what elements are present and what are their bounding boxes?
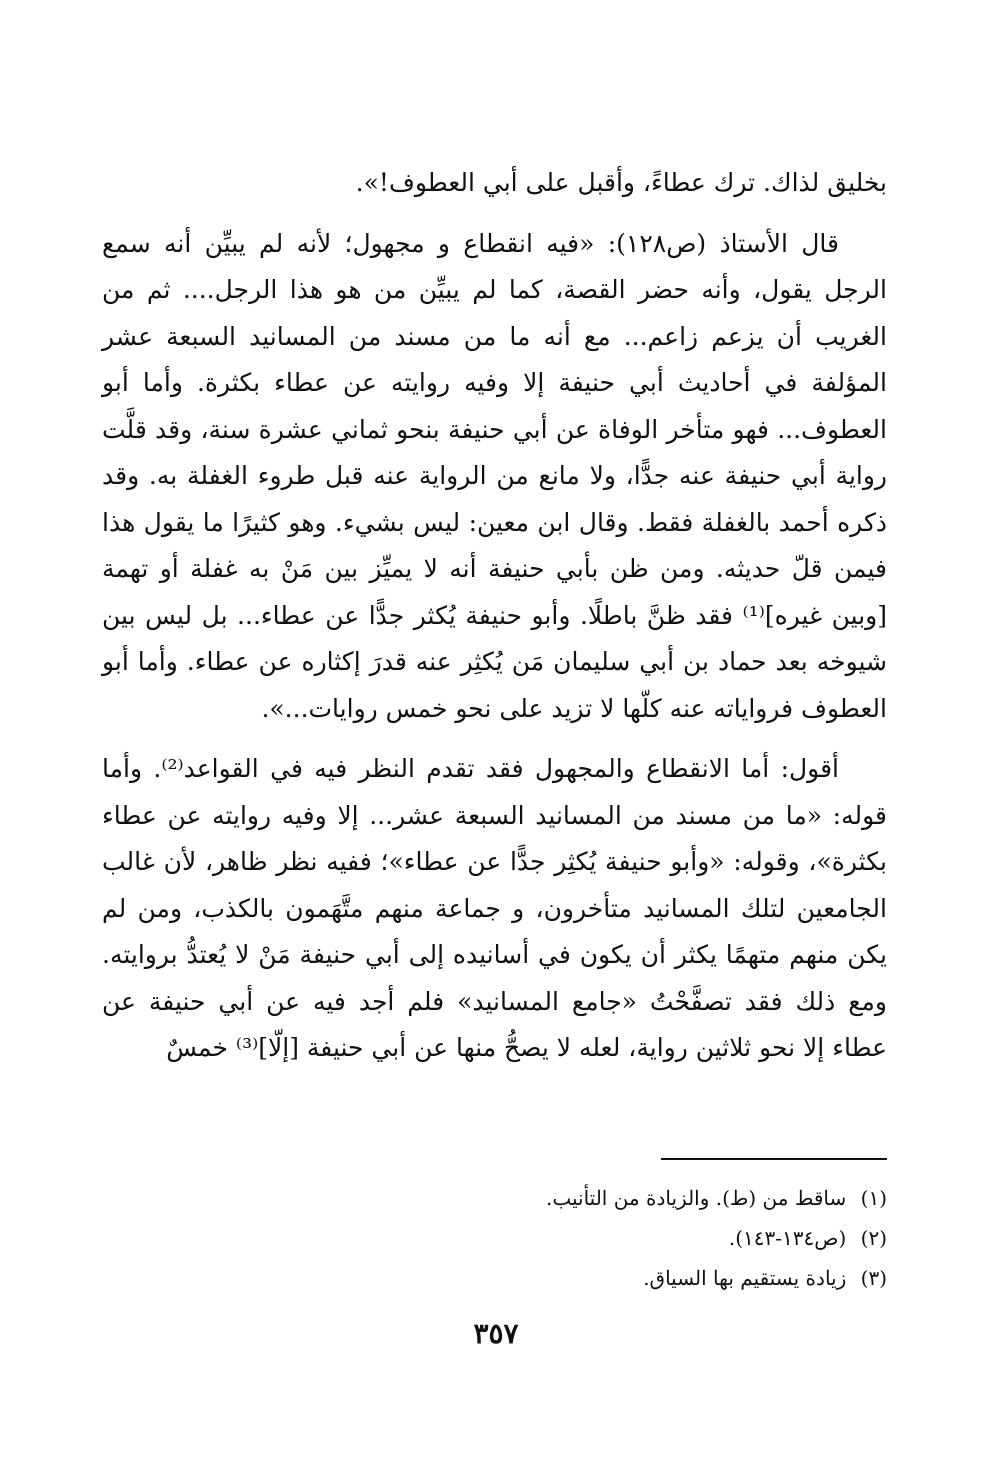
- footnote-number: (٣): [860, 1266, 887, 1290]
- paragraph-quote: قال الأستاذ (ص١٢٨): «فيه انقطاع و مجهول؛ لأنه لم يبيِّن أنه سمع الرجل يقول، وأنه حضر القصة، كما لم يبيِّن من هو هذا الرجل.... ثم من الغريب أن يزعم زاعم... مع أنه ما من مسند من المسانيد السبعة عشر المؤلفة في أحاديث أبي حنيفة إلا وفيه روايته عن عطاء بكثرة. وأما أبو العطوف... فهو متأخر الوفاة عن أبي حنيفة بنحو ثماني عشرة سنة، وقد قلَّت رواية أبي حنيفة عنه جدًّا، ولا مانع من الرواية عنه قبل طروء الغفلة به. وقد ذكره أحمد بالغفلة فقط. وقال ابن معين: ليس بشيء. وهو كثيرًا ما يقول هذا فيمن قلّ حديثه. ومن ظن بأبي حنيفة أنه لا يميِّز بين مَنْ به غفلة أو تهمة [وبين غيره]⁽¹⁾ فقد ظنَّ باطلًا. وأبو حنيفة يُكثر جدًّا عن عطاء... بل ليس بين شيوخه بعد حماد بن أبي سليمان مَن يُكثِر عنه قدرَ إكثاره عن عطاء. وأما أبو العطوف فرواياته عنه كلّها لا تزيد على نحو خمس روايات...».: [102, 228, 887, 723]
- footnote-item: [300, 1258, 887, 1298]
- footnote-item: [300, 1178, 887, 1218]
- footnote-text: زيادة يستقيم بها السياق.: [643, 1266, 847, 1290]
- page-number: ٣٥٧: [473, 1317, 519, 1350]
- footnote-separator: [661, 1158, 887, 1160]
- paragraph-response: أقول: أما الانقطاع والمجهول فقد تقدم النظر فيه في القواعد⁽²⁾. وأما قوله: «ما من مسند من المسانيد السبعة عشر... إلا وفيه روايته عن عطاء بكثرة»، وقوله: «وأبو حنيفة يُكثِر جدًّا عن عطاء»؛ ففيه نظر ظاهر، لأن غالب الجامعين لتلك المسانيد متأخرون، و جماعة منهم متَّهَمون بالكذب، ومن لم يكن منهم متهمًا يكثر أن يكون في أسانيده إلى أبي حنيفة مَنْ لا يُعتدُّ بروايته. ومع ذلك فقد تصفَّحْتُ «جامع المسانيد» فلم أجد فيه عن أبي حنيفة عن عطاء إلا نحو ثلاثين رواية، لعله لا يصحُّ منها عن أبي حنيفة [إلّا]⁽³⁾ خمسٌ: [102, 754, 887, 1062]
- footnote-number: (٢): [860, 1226, 887, 1250]
- footnote-number: (١): [860, 1186, 887, 1210]
- paragraph-continuation: بخليق لذاك. ترك عطاءً، وأقبل على أبي العطوف!».: [355, 168, 887, 197]
- footnote-text: (ص١٣٤-١٤٣).: [728, 1226, 847, 1250]
- footnote-item: [300, 1218, 887, 1258]
- footnotes: [300, 1178, 887, 1298]
- footnote-text: ساقط من (ط). والزيادة من التأنيب.: [545, 1186, 847, 1210]
- main-text: [102, 160, 887, 1072]
